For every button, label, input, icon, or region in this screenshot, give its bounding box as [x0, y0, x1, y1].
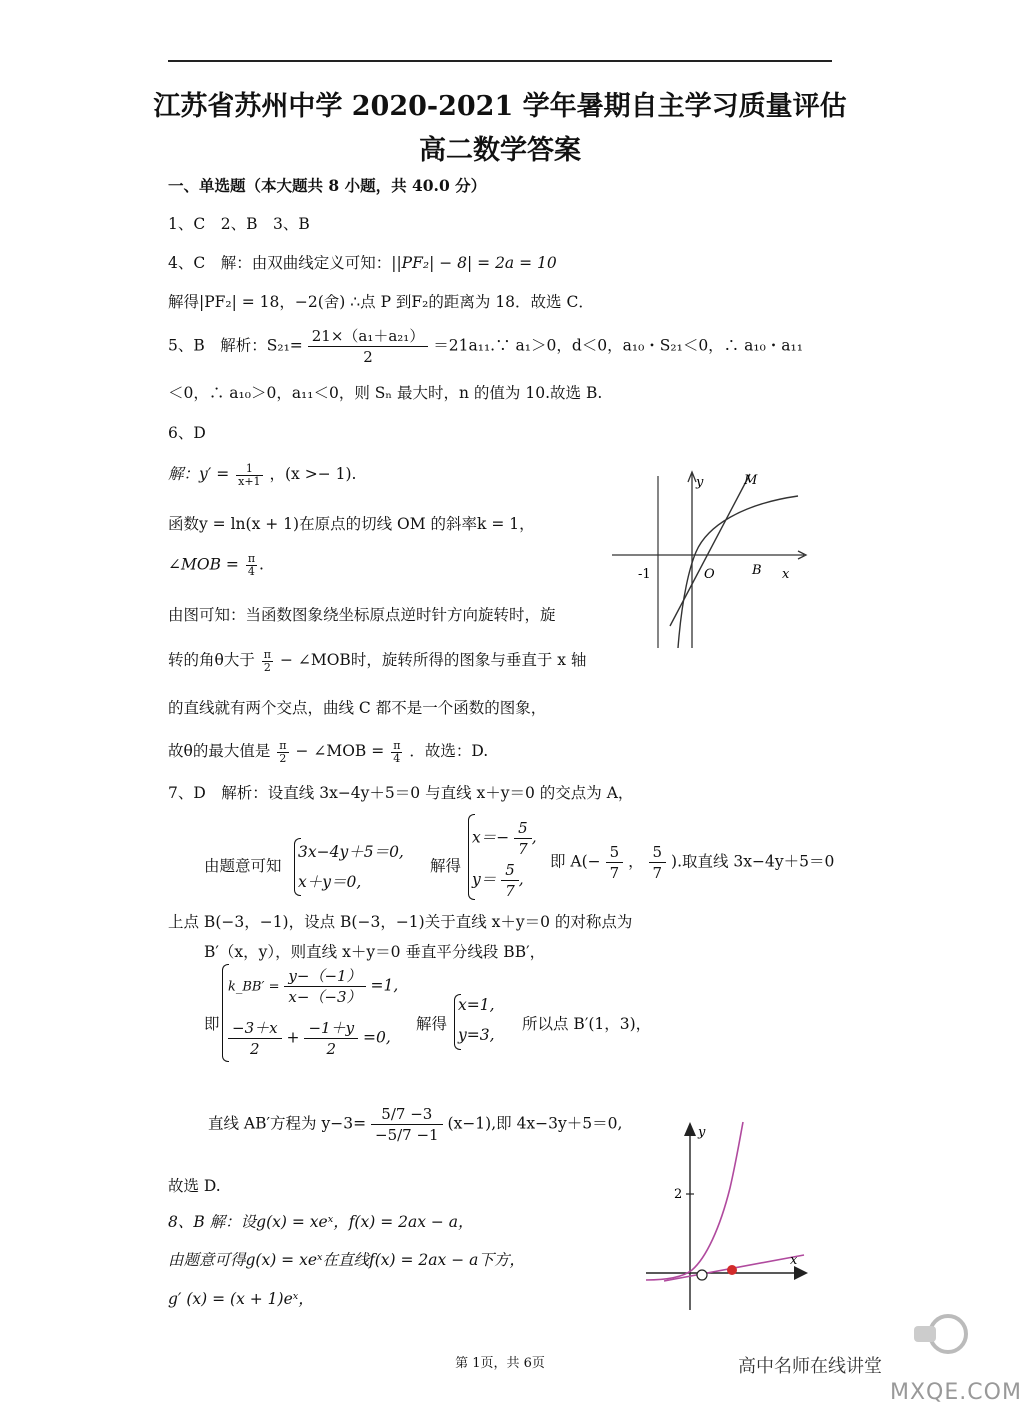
label-x: x: [782, 567, 790, 582]
q7-point-A: [550, 842, 834, 883]
q6-fraction-den: x+1: [238, 474, 261, 488]
q7-line1: 7、D 解析：设直线 3x−4y＋5＝0 与直线 x＋y＝0 的交点为 A，: [168, 784, 634, 802]
frac-den: 2: [250, 1040, 260, 1058]
q7-conclusion: 故选 D.: [168, 1177, 221, 1195]
label-x: x: [790, 1253, 798, 1268]
q5-line1: [168, 326, 803, 367]
q4-line2: 解得|PF₂| = 18，−2(舍) ∴点 P 到F₂的距离为 18．故选 C．: [168, 293, 594, 311]
frac-num: y−（−1）: [284, 966, 365, 987]
q7-sol2-y: y=3,: [458, 1026, 495, 1044]
ln-curve: [678, 496, 798, 648]
slope-frac: [284, 966, 365, 1007]
q7-eq1: 3x−4y＋5＝0,: [298, 843, 404, 861]
q6-domain: ，(x >− 1).: [269, 465, 357, 483]
q6-text-2: − ∠MOB =: [295, 742, 385, 760]
frac-den: 7: [505, 882, 515, 900]
page-number: 第 1页，共 6页: [455, 1356, 545, 1371]
q7-solve2-label: 解得: [416, 1015, 448, 1033]
open-point: [697, 1270, 707, 1280]
frac-den: 4: [393, 751, 401, 765]
y-axis-arrow: [684, 1122, 696, 1136]
kbb-text: k_BB′ =: [228, 979, 280, 995]
frac-num: π: [247, 552, 256, 565]
point-A-tail: ).取直线 3x−4y＋5＝0: [671, 852, 835, 871]
sol-y-frac: [501, 860, 519, 901]
frac-den: −5/7 −1: [375, 1126, 439, 1144]
q7-point-Bprime: 所以点 B′(1，3)，: [522, 1015, 652, 1033]
label-2: 2: [674, 1187, 683, 1202]
slope-rhs: =1,: [370, 976, 399, 995]
frac-den: 2: [279, 751, 287, 765]
sol-x-text: x＝−: [472, 828, 510, 847]
q4-formula: ||PF₂| − 8| = 2a = 10: [391, 254, 557, 272]
sol-y-text: y＝: [472, 870, 497, 889]
label-B: B: [752, 563, 762, 578]
frac-num: −3＋x: [228, 1018, 282, 1039]
q6-line4: 由图可知：当函数图象绕坐标原点逆时针方向旋转时，旋: [168, 606, 556, 624]
x-axis-arrow: [794, 1266, 808, 1280]
q8-line3: g′ (x) = (x + 1)eˣ，: [168, 1290, 314, 1308]
label-y: y: [698, 1125, 706, 1140]
label-M: M: [744, 473, 758, 488]
q6-text-2: − ∠MOB时，旋转所得的图象与垂直于 x 轴: [279, 651, 587, 669]
q7-line3: 上点 B(−3，−1)，设点 B(−3，−1)关于直线 x＋y＝0 的对称点为: [168, 913, 633, 931]
frac-num: 5/7 −3: [371, 1104, 443, 1125]
q7-given-label: 由题意可知: [204, 857, 282, 875]
exp-graph: [644, 1118, 814, 1314]
mid-frac-1: [228, 1018, 282, 1059]
q7-midpoint-eq: [228, 1018, 391, 1059]
section-heading: 一、单选题（本大题共 8 小题，共 40.0 分）: [168, 176, 487, 195]
frac-den: 2: [263, 660, 271, 674]
q7-sol-x: x＝− $\frac{5}{7}$ ,: [472, 819, 537, 858]
q6-line1: [168, 462, 356, 488]
frac-num: π: [393, 738, 401, 752]
q7-sol-y: y＝ $\frac{5}{7}$ ,: [472, 861, 524, 900]
q7-sol2-x: x=1,: [458, 996, 495, 1014]
q5-text-2: ＝21a₁₁.∵ a₁＞0，d＜0，a₁₀・S₂₁＜0，∴ a₁₀・a₁₁: [433, 336, 803, 355]
q6-derivative: 解：y′ =: [168, 465, 230, 483]
line-AB-slope: [371, 1104, 443, 1145]
page-title: 江苏省苏州中学 2020-2021 学年暑期自主学习质量评估: [153, 91, 847, 122]
q6-pi-over-2: [262, 649, 273, 674]
mid-frac-2: [304, 1018, 358, 1059]
point-A-y: [649, 842, 667, 883]
frac-den: 2: [326, 1040, 337, 1058]
q7-slope-eq: [228, 966, 398, 1007]
line-AB-tail: (x−1),即 4x−3y＋5＝0,: [447, 1114, 623, 1133]
frac-num: 5: [501, 860, 519, 881]
top-rule: [168, 60, 832, 62]
watermark-site: MXQE.COM: [890, 1380, 1022, 1405]
q6-text: 转的角θ大于: [168, 651, 255, 669]
label-O: O: [704, 567, 715, 582]
q6-text: 故θ的最大值是: [168, 742, 271, 760]
mid-rhs: =0,: [362, 1028, 391, 1047]
q8-line2: 由题意可得g(x) = xeˣ在直线f(x) = 2ax − a下方，: [168, 1251, 525, 1269]
q6-pi-over-2b: [277, 740, 288, 765]
line-AB-text: 直线 AB′方程为 y−3=: [208, 1114, 367, 1133]
tangent-graph: [612, 466, 812, 656]
frac-den: 7: [518, 840, 528, 858]
watermark-logo-icon: [910, 1310, 972, 1356]
frac-num: π: [263, 647, 272, 661]
frac-num: 5: [514, 818, 532, 839]
xex-curve: [646, 1122, 743, 1280]
tangent-line-OM: [670, 474, 750, 626]
frac-num: −1＋y: [304, 1018, 358, 1039]
frac-num: 5: [649, 842, 667, 863]
watermark-text: 高中名师在线讲堂: [738, 1356, 882, 1377]
frac-num: 5: [606, 842, 624, 863]
comma: ，: [628, 852, 644, 871]
frac-den: 4: [247, 565, 255, 578]
q5-fraction: [308, 326, 429, 367]
q6-line7: [168, 739, 488, 765]
q6-angle: ∠MOB =: [168, 555, 239, 574]
frac-num: π: [279, 738, 287, 752]
q7-ie: 即: [204, 1015, 220, 1033]
q7-solve-label: 解得: [430, 857, 462, 875]
q7-line4: B′（x，y），则直线 x＋y＝0 垂直平分线段 BB′，: [204, 943, 546, 961]
q6-line3: [168, 553, 264, 578]
q6-period: .: [259, 555, 264, 574]
page-subtitle: 高二数学答案: [419, 135, 581, 166]
q5-fraction-den: 2: [363, 348, 373, 366]
q8-line1: 8、B 解：设g(x) = xeˣ，f(x) = 2ax − a，: [168, 1213, 474, 1231]
q6-conclusion: ．故选：D.: [409, 742, 489, 760]
q6-line5: [168, 648, 586, 674]
frac-den: 7: [609, 864, 620, 882]
q6-pi-over-4b: [391, 740, 402, 765]
q7-eq2: x＋y＝0,: [298, 873, 362, 891]
frac-den: 7: [652, 864, 663, 882]
q5-text: 5、B 解析：S₂₁=: [168, 336, 303, 355]
q5-fraction-num: 21×（a₁＋a₂₁）: [308, 326, 429, 347]
q6-fraction-num: 1: [236, 463, 262, 476]
answers-1-3: 1、C 2、B 3、B: [168, 215, 310, 233]
q5-line2: ＜0，∴ a₁₀＞0，a₁₁＜0，则 Sₙ 最大时，n 的值为 10.故选 B.: [168, 384, 603, 402]
point-A-x: [606, 842, 624, 883]
red-point: [727, 1265, 737, 1275]
point-A-text: 即 A(−: [550, 852, 601, 871]
q6-fraction: [236, 463, 262, 488]
q4-text: 4、C 解：由双曲线定义可知：: [168, 254, 392, 272]
plus: +: [286, 1028, 300, 1047]
q4-line1: [168, 251, 557, 273]
sol-x-frac: [514, 818, 532, 859]
label-neg1: -1: [638, 567, 651, 582]
label-y: y: [696, 475, 704, 490]
q6-line6: 的直线就有两个交点，曲线 C 都不是一个函数的图象，: [168, 699, 547, 717]
q6-answer: 6、D: [168, 424, 206, 442]
q6-line2: 函数y = ln(x + 1)在原点的切线 OM 的斜率k = 1，: [168, 515, 535, 533]
q6-pi-over-4: [246, 553, 257, 578]
frac-den: x−（−3）: [288, 988, 362, 1006]
q7-line-AB: [208, 1104, 622, 1145]
